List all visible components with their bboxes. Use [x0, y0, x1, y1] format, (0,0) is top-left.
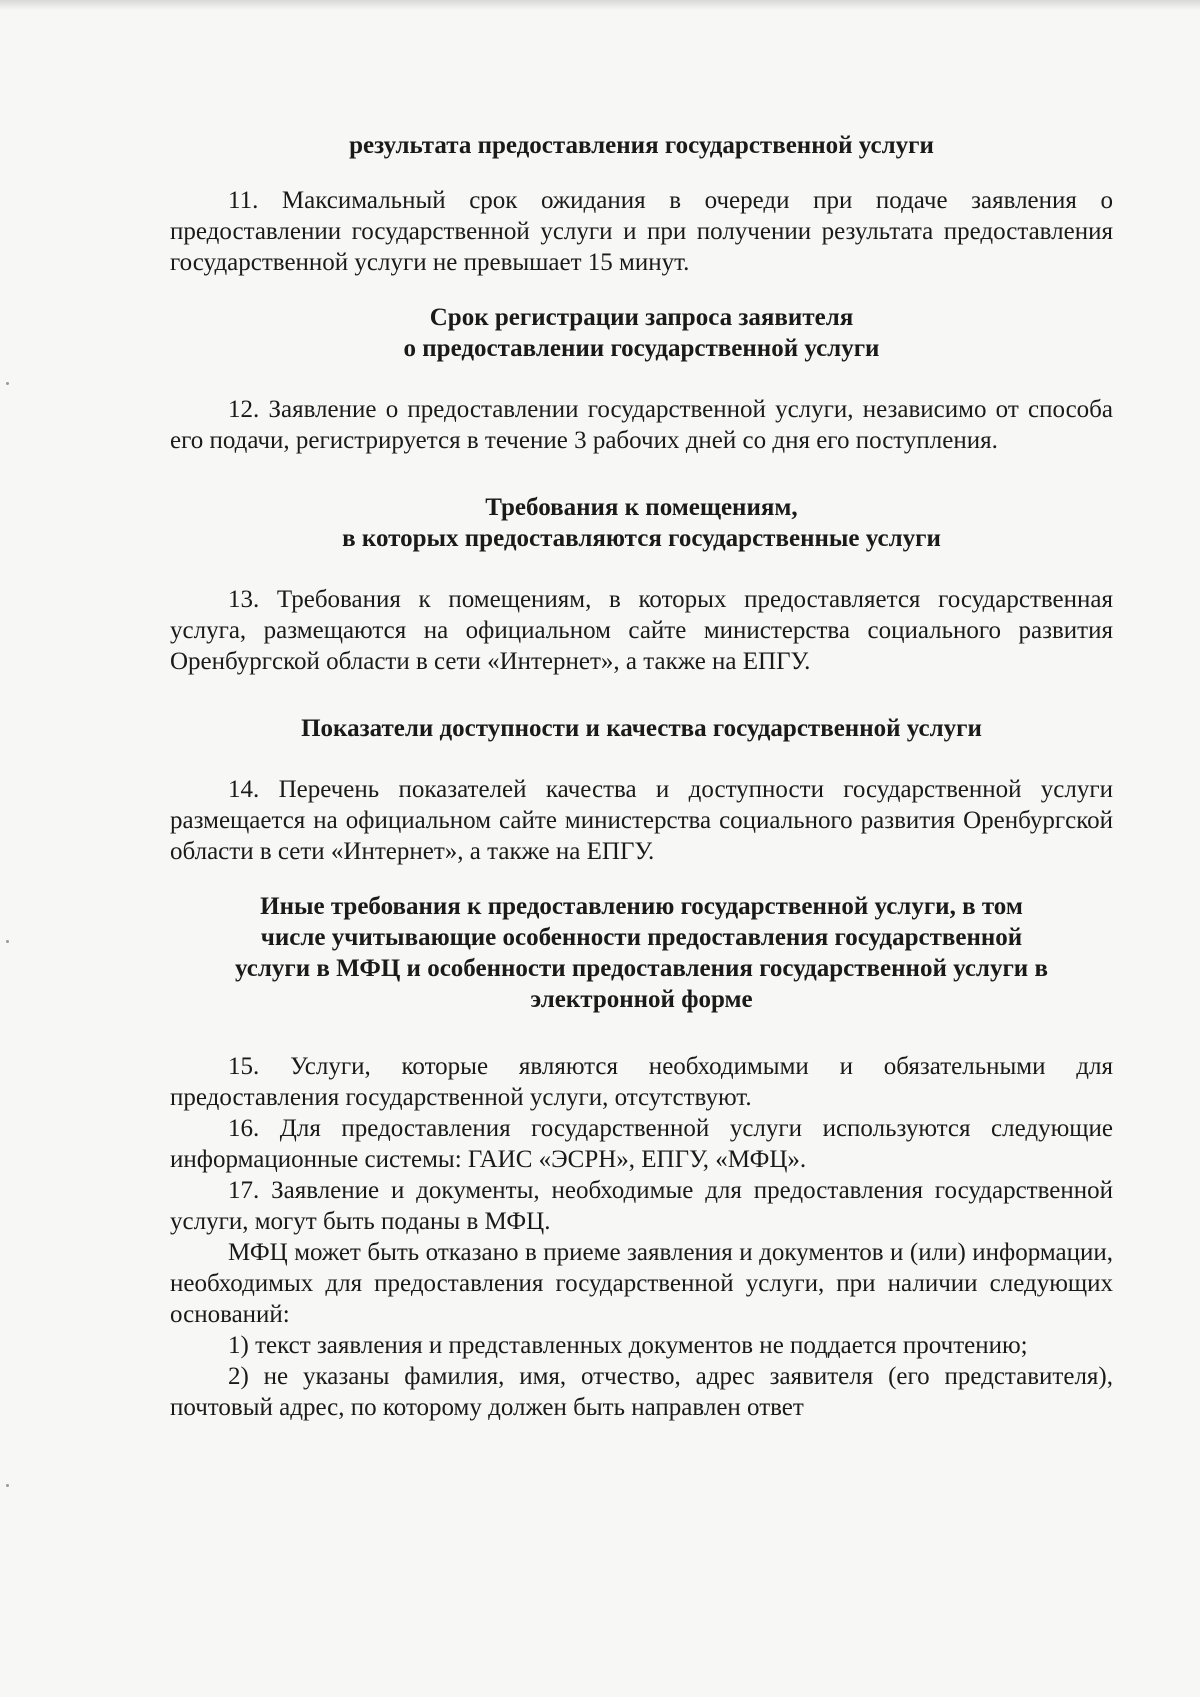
- section-heading-registration-line1: Срок регистрации запроса заявителя: [429, 304, 854, 331]
- section-heading-indicators: Показатели доступности и качества государственной услуги: [301, 715, 982, 742]
- section-heading-other-line1: Иные требования к предоставлению государственной услуги, в том: [260, 893, 1023, 920]
- section-heading-registration-line2: о предоставлении государственной услуги: [403, 335, 880, 362]
- section-heading-other-line4: электронной форме: [530, 986, 753, 1013]
- section-heading-premises-line1: Требования к помещениям,: [485, 494, 798, 521]
- paragraph-11: 11. Максимальный срок ожидания в очереди при подаче заявления о предоставлении государственной услуги и при получении результата предоставления государственной услуги не превышает 15 минут.: [170, 187, 1113, 276]
- scan-top-edge: [0, 0, 1200, 10]
- scan-mark: [6, 382, 9, 385]
- list-item-2: 2) не указаны фамилия, имя, отчество, адрес заявителя (его представителя), почтовый адрес, по которому должен быть направлен ответ: [170, 1363, 1113, 1421]
- paragraph-13: 13. Требования к помещениям, в которых предоставляется государственная услуга, размещаются на официальном сайте министерства социального развития Оренбургской области в сети «Интернет», а также на ЕПГУ.: [170, 586, 1113, 675]
- paragraph-14: 14. Перечень показателей качества и доступности государственной услуги размещается на официальном сайте министерства социального развития Оренбургской области в сети «Интернет», а также на ЕПГУ.: [170, 776, 1113, 865]
- scan-mark: [6, 1484, 9, 1487]
- paragraph-12: 12. Заявление о предоставлении государственной услуги, независимо от способа его подачи, регистрируется в течение 3 рабочих дней со дня его поступления.: [170, 396, 1113, 454]
- paragraph-16: 16. Для предоставления государственной услуги используются следующие информационные системы: ГАИС «ЭСРН», ЕПГУ, «МФЦ».: [170, 1115, 1113, 1173]
- paragraph-17: 17. Заявление и документы, необходимые для предоставления государственной услуги, могут быть поданы в МФЦ.: [170, 1177, 1113, 1235]
- section-heading-other-line3: услуги в МФЦ и особенности предоставления государственной услуги в: [235, 955, 1048, 982]
- section-heading-premises-line2: в которых предоставляются государственные услуги: [342, 525, 941, 552]
- section-heading-result: результата предоставления государственной услуги: [349, 132, 934, 159]
- paragraph-mfc-refusal: МФЦ может быть отказано в приеме заявления и документов и (или) информации, необходимых для предоставления государственной услуги, при наличии следующих оснований:: [170, 1239, 1113, 1328]
- list-item-1: 1) текст заявления и представленных документов не поддается прочтению;: [228, 1332, 1028, 1359]
- scan-mark: [6, 940, 9, 943]
- section-heading-other-line2: числе учитывающие особенности предоставления государственной: [260, 924, 1023, 951]
- paragraph-15: 15. Услуги, которые являются необходимыми и обязательными для предоставления государственной услуги, отсутствуют.: [170, 1053, 1113, 1111]
